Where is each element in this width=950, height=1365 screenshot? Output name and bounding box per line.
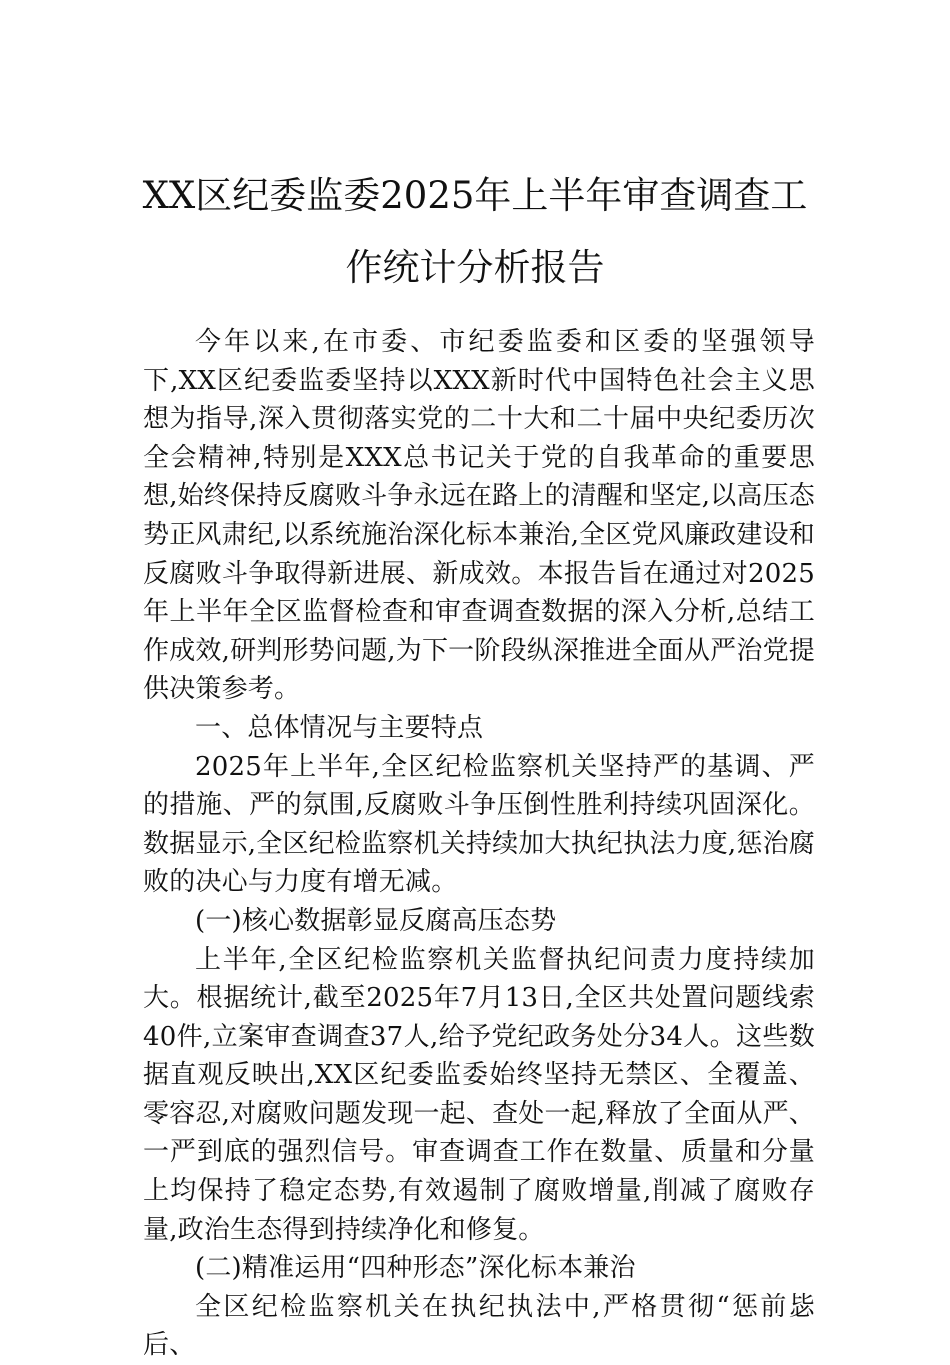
section-1-paragraph: 2025年上半年,全区纪检监察机关坚持严的基调、严的措施、严的氛围,反腐败斗争压倒性胜利持续巩固深化。数据显示,全区纪检监察机关持续加大执纪执法力度,惩治腐败的决心与力度有增无减。: [143, 751, 815, 898]
subsection-2-paragraph: 全区纪检监察机关在执纪执法中,严格贯彻“惩前毖后、: [143, 1291, 815, 1361]
title-line-2: 作统计分析报告: [345, 246, 605, 289]
document-title: [100, 160, 850, 304]
subsection-1-paragraph: 上半年,全区纪检监察机关监督执纪问责力度持续加大。根据统计,截至2025年7月13日,全区共处置问题线索40件,立案审查调查37人,给予党纪政务处分34人。这些数据直观反映出,XX区纪委监委始终坚持无禁区、全覆盖、零容忍,对腐败问题发现一起、查处一起,释放了全面从严、一严到底的强烈信号。审查调查工作在数量、质量和分量上均保持了稳定态势,有效遏制了腐败增量,削减了腐败存量,政治生态得到持续净化和修复。: [143, 944, 815, 1245]
subsection-1-heading: (一)核心数据彰显反腐高压态势: [195, 905, 557, 936]
subsection-2-heading: (二)精准运用“四种形态”深化标本兼治: [195, 1253, 636, 1284]
section-1-heading: 一、总体情况与主要特点: [195, 712, 484, 743]
title-line-1: XX区纪委监委2025年上半年审查调查工: [142, 174, 808, 217]
document-body: [143, 323, 815, 1365]
intro-paragraph: 今年以来,在市委、市纪委监委和区委的坚强领导下,XX区纪委监委坚持以XXX新时代中国特色社会主义思想为指导,深入贯彻落实党的二十大和二十届中央纪委历次全会精神,特别是XXX总书记关于党的自我革命的重要思想,始终保持反腐败斗争永远在路上的清醒和坚定,以高压态势正风肃纪,以系统施治深化标本兼治,全区党风廉政建设和反腐败斗争取得新进展、新成效。本报告旨在通过对2025年上半年全区监督检查和审查调查数据的深入分析,总结工作成效,研判形势问题,为下一阶段纵深推进全面从严治党提供决策参考。: [143, 327, 815, 705]
